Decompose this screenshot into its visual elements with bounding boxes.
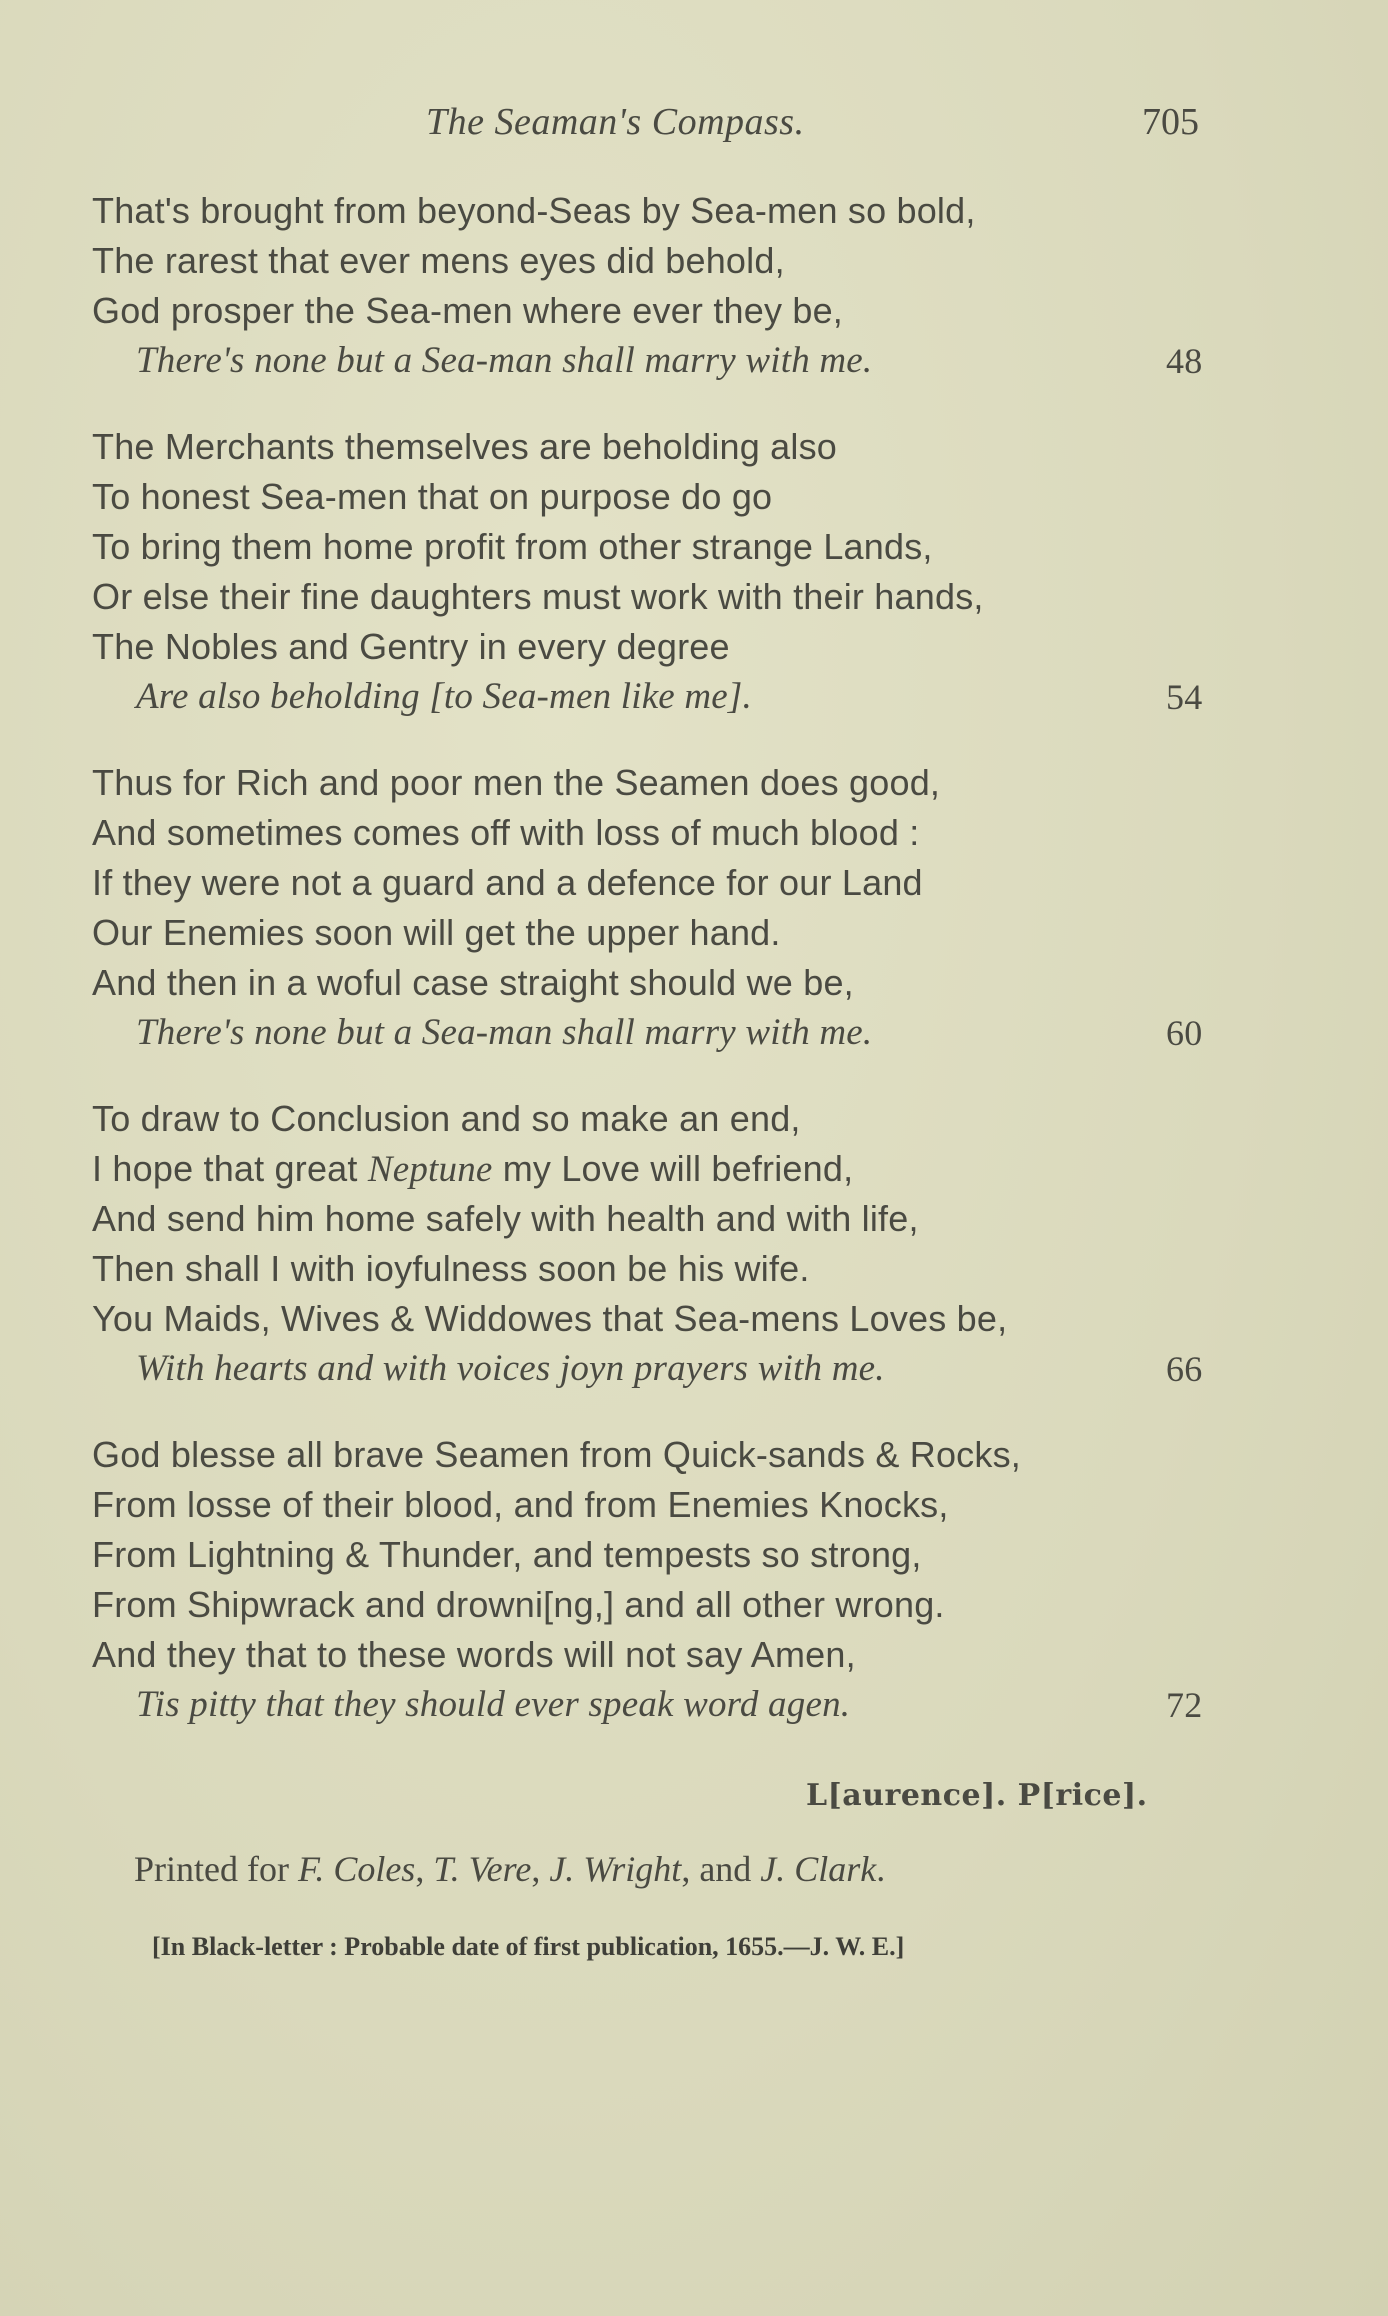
- stanza: [92, 1094, 1292, 1394]
- proper-name-neptune: Neptune: [367, 1149, 493, 1190]
- verse-line: To draw to Conclusion and so make an end,: [92, 1098, 801, 1139]
- line-number: 48: [1166, 341, 1203, 381]
- line-number: 66: [1166, 1349, 1203, 1389]
- line-number: 60: [1166, 1013, 1203, 1053]
- line-number: 54: [1166, 677, 1203, 717]
- stanza: [92, 758, 1292, 1058]
- verse-line: You Maids, Wives & Widdowes that Sea-mens Loves be,: [92, 1298, 1008, 1339]
- printer-imprint: [134, 1848, 885, 1890]
- refrain-text: There's none but a Sea-man shall marry with me.: [136, 340, 873, 381]
- verse-line: From losse of their blood, and from Enemies Knocks,: [92, 1484, 949, 1525]
- editorial-bracket: [to Sea-men like me].: [429, 676, 752, 717]
- author-signature: L[aurence]. P[rice].: [806, 1778, 1148, 1813]
- imprint-suffix: .: [876, 1849, 886, 1889]
- verse-line: Our Enemies soon will get the upper hand.: [92, 912, 781, 953]
- verse-line: Or else their fine daughters must work with their hands,: [92, 576, 984, 617]
- verse-line: The rarest that ever mens eyes did behold,: [92, 240, 785, 281]
- verse-line: The Merchants themselves are beholding also: [92, 426, 838, 467]
- verse-line: To bring them home profit from other strange Lands,: [92, 526, 933, 567]
- verse-line: The Nobles and Gentry in every degree: [92, 626, 730, 667]
- ballad-text: [92, 186, 1292, 1766]
- verse-line: [92, 1144, 1292, 1194]
- verse-line: That's brought from beyond-Seas by Sea-men so bold,: [92, 190, 976, 231]
- verse-line: From Lightning & Thunder, and tempests so strong,: [92, 1534, 922, 1575]
- page-number: 705: [1142, 101, 1199, 143]
- verse-line: If they were not a guard and a defence for our Land: [92, 862, 923, 903]
- verse-line: And send him home safely with health and with life,: [92, 1198, 919, 1239]
- imprint-separator: , and: [681, 1849, 761, 1889]
- refrain-line: [92, 672, 1292, 722]
- verse-line: And they that to these words will not say Amen,: [92, 1634, 856, 1675]
- verse-line: Thus for Rich and poor men the Seamen does good,: [92, 762, 941, 803]
- stanza: [92, 422, 1292, 722]
- refrain-text: With hearts and with voices joyn prayers with me.: [136, 1348, 885, 1389]
- printer-name: J. Clark: [760, 1849, 877, 1889]
- imprint-prefix: Printed for: [134, 1849, 298, 1889]
- editorial-note: [In Black-letter : Probable date of first publication, 1655.—J. W. E.]: [152, 1932, 905, 1961]
- stanza: [92, 1430, 1292, 1730]
- running-title: The Seaman's Compass.: [426, 101, 805, 143]
- verse-line: From Shipwrack and drowni[ng,] and all other wrong.: [92, 1584, 945, 1625]
- verse-line: God blesse all brave Seamen from Quick-sands & Rocks,: [92, 1434, 1021, 1475]
- refrain-text: Tis pitty that they should ever speak word agen.: [136, 1684, 851, 1725]
- verse-line: And sometimes comes off with loss of much blood :: [92, 812, 920, 853]
- refrain-line: [92, 1680, 1292, 1730]
- refrain-text: There's none but a Sea-man shall marry with me.: [136, 1012, 873, 1053]
- verse-text: my Love will befriend,: [492, 1148, 854, 1189]
- verse-text: I hope that great: [92, 1148, 368, 1189]
- verse-line: And then in a woful case straight should we be,: [92, 962, 854, 1003]
- printer-name: F. Coles: [297, 1849, 416, 1889]
- verse-line: God prosper the Sea-men where ever they be,: [92, 290, 844, 331]
- refrain-line: [92, 336, 1292, 386]
- printer-name: T. Vere: [433, 1849, 532, 1889]
- refrain-text: Are also beholding: [136, 676, 430, 717]
- page-header: [0, 100, 1388, 150]
- imprint-separator: ,: [415, 1849, 434, 1889]
- refrain-line: [92, 1344, 1292, 1394]
- imprint-separator: ,: [531, 1849, 550, 1889]
- stanza: [92, 186, 1292, 386]
- line-number: 72: [1166, 1685, 1203, 1725]
- refrain-line: [92, 1008, 1292, 1058]
- verse-line: To honest Sea-men that on purpose do go: [92, 476, 773, 517]
- verse-line: Then shall I with ioyfulness soon be his wife.: [92, 1248, 810, 1289]
- printer-name: J. Wright: [549, 1849, 682, 1889]
